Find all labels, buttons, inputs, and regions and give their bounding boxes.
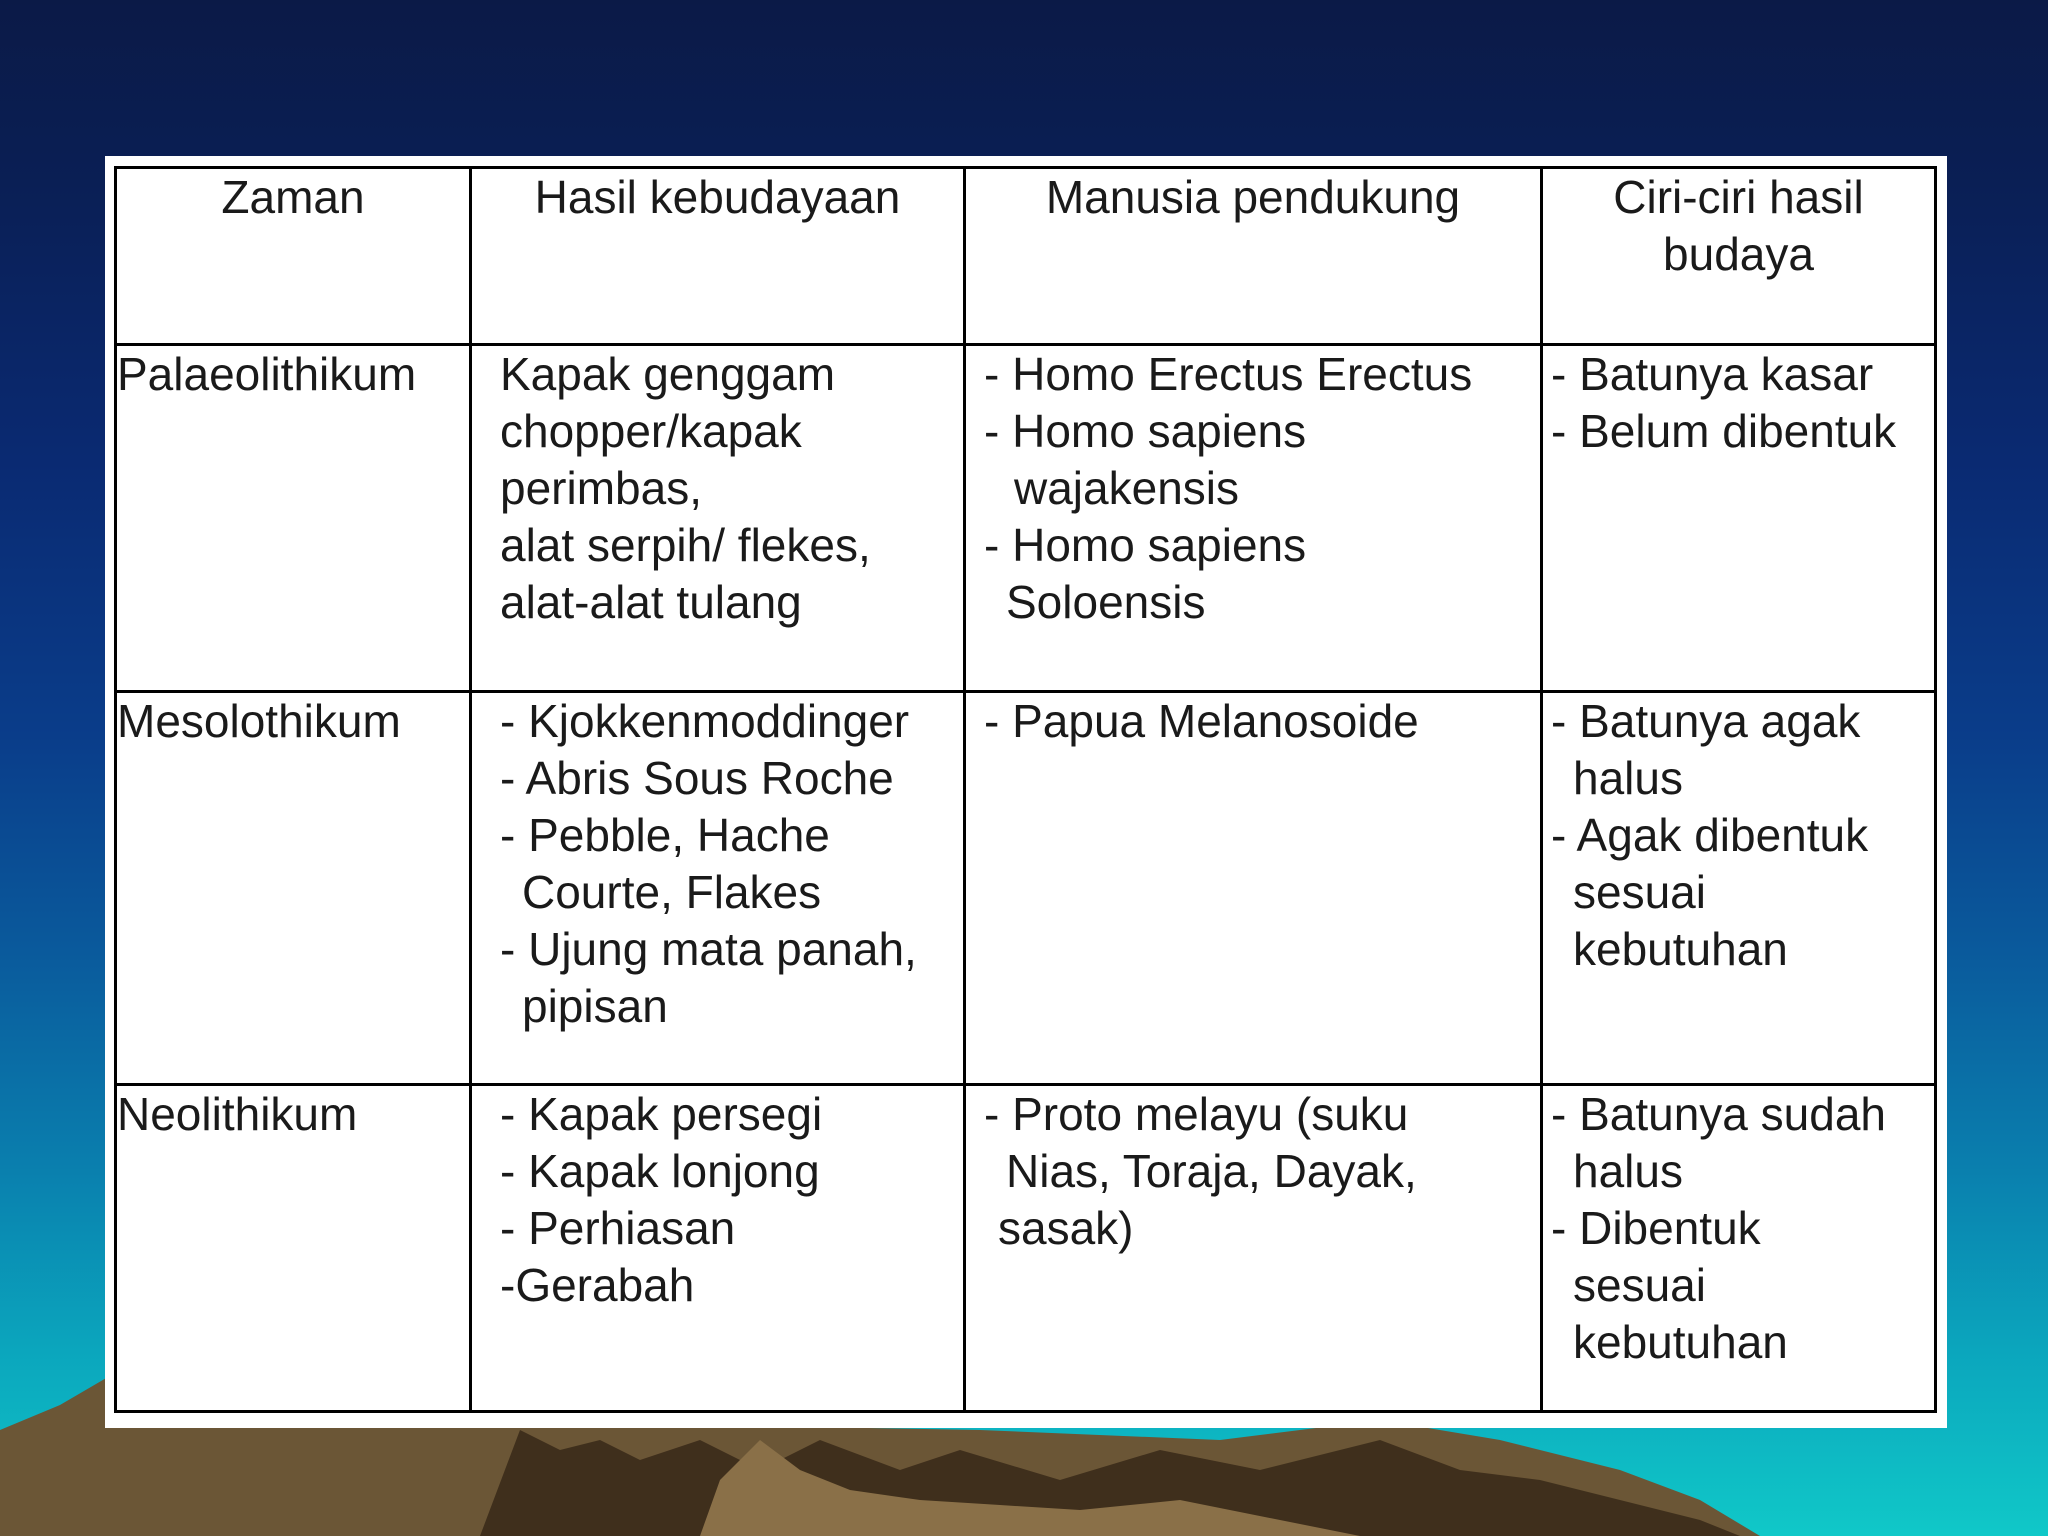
cell-zaman: Neolithikum [116, 1085, 471, 1412]
header-ciri: Ciri-ciri hasil budaya [1542, 168, 1936, 345]
header-manusia: Manusia pendukung [965, 168, 1542, 345]
cell-hasil: - Kjokkenmoddinger - Abris Sous Roche - Pebble, Hache Courte, Flakes - Ujung mata panah, pipisan [471, 692, 965, 1085]
culture-table [114, 166, 1937, 1413]
cell-ciri: - Batunya agak halus - Agak dibentuk sesuai kebutuhan [1542, 692, 1936, 1085]
table-row [116, 692, 1936, 1085]
table-row [116, 1085, 1936, 1412]
header-row [116, 168, 1936, 345]
cell-hasil: - Kapak persegi - Kapak lonjong - Perhiasan -Gerabah [471, 1085, 965, 1412]
cell-zaman: Mesolothikum [116, 692, 471, 1085]
table-row [116, 345, 1936, 692]
header-zaman: Zaman [116, 168, 471, 345]
cell-manusia: - Papua Melanosoide [965, 692, 1542, 1085]
cell-zaman: Palaeolithikum [116, 345, 471, 692]
cell-manusia: - Proto melayu (suku Nias, Toraja, Dayak, sasak) [965, 1085, 1542, 1412]
header-hasil: Hasil kebudayaan [471, 168, 965, 345]
cell-ciri: - Batunya sudah halus - Dibentuk sesuai kebutuhan [1542, 1085, 1936, 1412]
table-panel [105, 156, 1947, 1428]
cell-manusia: - Homo Erectus Erectus - Homo sapiens wajakensis - Homo sapiens Soloensis [965, 345, 1542, 692]
cell-hasil: Kapak genggam chopper/kapak perimbas, alat serpih/ flekes, alat-alat tulang [471, 345, 965, 692]
cell-ciri: - Batunya kasar - Belum dibentuk [1542, 345, 1936, 692]
